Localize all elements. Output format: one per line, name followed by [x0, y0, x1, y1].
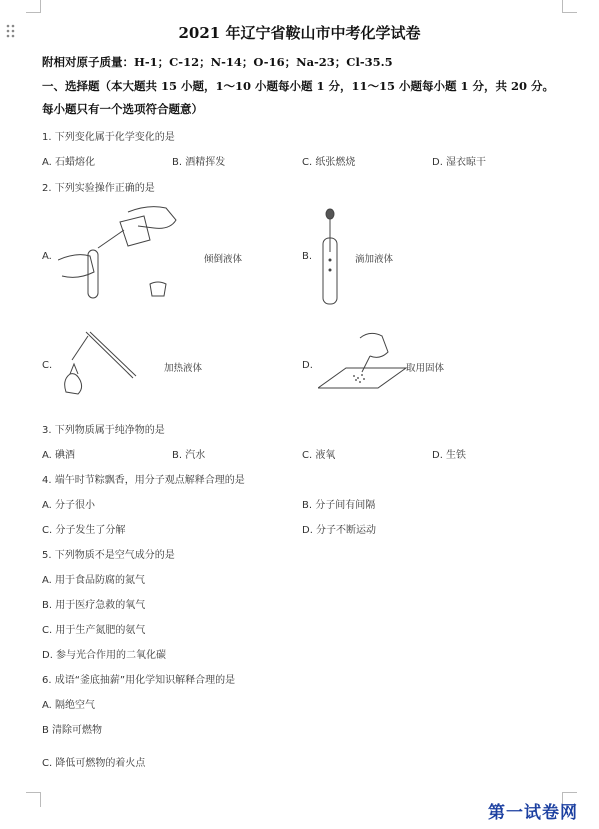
question-5-option-c[interactable]: C. 用于生产氮肥的氨气	[42, 625, 146, 636]
question-4-option-d[interactable]: D. 分子不断运动	[302, 525, 377, 536]
question-3-stem: 3. 下列物质属于纯净物的是	[42, 425, 165, 436]
heating-liquid-illustration	[58, 328, 138, 402]
question-3-option-b[interactable]: B. 汽水	[172, 450, 206, 461]
question-4-option-b[interactable]: B. 分子间有间隔	[302, 500, 376, 511]
question-3-option-a[interactable]: A. 碘酒	[42, 450, 76, 461]
page-title: 2021 年辽宁省鞍山市中考化学试卷	[178, 24, 421, 42]
corner-mark-top-right	[562, 0, 577, 13]
question-6-option-c[interactable]: C. 降低可燃物的着火点	[42, 758, 146, 769]
question-5-stem: 5. 下列物质不是空气成分的是	[42, 550, 175, 561]
solid-sampling-illustration	[318, 330, 408, 396]
question-4-stem: 4. 端午时节粽飘香，用分子观点解释合理的是	[42, 475, 245, 486]
question-3-option-c[interactable]: C. 液氧	[302, 450, 336, 461]
section-heading-line1: 一、选择题（本大题共 15 小题，1～10 小题每小题 1 分，11～15 小题每小题 1 分，共 20 分。	[42, 79, 555, 93]
question-4-option-c[interactable]: C. 分子发生了分解	[42, 525, 126, 536]
question-1-option-d[interactable]: D. 湿衣晾干	[432, 157, 487, 168]
question-6-stem: 6. 成语“釜底抽薪”用化学知识解释合理的是	[42, 675, 236, 686]
question-5-option-b[interactable]: B. 用于医疗急救的氧气	[42, 600, 146, 611]
question-1-option-c[interactable]: C. 纸张燃烧	[302, 157, 356, 168]
question-1-stem: 1. 下列变化属于化学变化的是	[42, 132, 175, 143]
question-2-stem: 2. 下列实验操作正确的是	[42, 183, 155, 194]
question-6-option-a[interactable]: A. 隔绝空气	[42, 700, 96, 711]
question-2-caption-c: 加热液体	[164, 363, 203, 374]
question-2-caption-a: 倾倒液体	[204, 254, 243, 265]
pouring-liquid-illustration	[58, 200, 188, 309]
dropper-illustration	[318, 208, 342, 312]
question-2-caption-d: 取用固体	[406, 363, 445, 374]
corner-mark-top-left	[26, 0, 41, 13]
atomic-mass-line: 附相对原子质量：H-1；C-12；N-14；O-16；Na-23；Cl-35.5	[42, 55, 393, 69]
question-2-option-a[interactable]: A.	[42, 251, 52, 262]
question-2-option-c[interactable]: C.	[42, 360, 53, 371]
question-5-option-d[interactable]: D. 参与光合作用的二氧化碳	[42, 650, 167, 661]
question-1-option-b[interactable]: B. 酒精挥发	[172, 157, 226, 168]
question-2-caption-b: 滴加液体	[355, 254, 394, 265]
watermark-logo: 第一试卷网	[488, 803, 578, 823]
question-2-option-d[interactable]: D.	[302, 360, 313, 371]
question-1-option-a[interactable]: A. 石蜡熔化	[42, 157, 96, 168]
question-2-option-b[interactable]: B.	[302, 251, 313, 262]
question-3-option-d[interactable]: D. 生铁	[432, 450, 467, 461]
question-4-option-a[interactable]: A. 分子很小	[42, 500, 96, 511]
section-heading-line2: 每小题只有一个选项符合题意）	[42, 102, 203, 116]
question-5-option-a[interactable]: A. 用于食品防腐的氮气	[42, 575, 146, 586]
question-6-option-b[interactable]: B 清除可燃物	[42, 725, 103, 736]
corner-mark-bottom-left	[26, 792, 41, 807]
